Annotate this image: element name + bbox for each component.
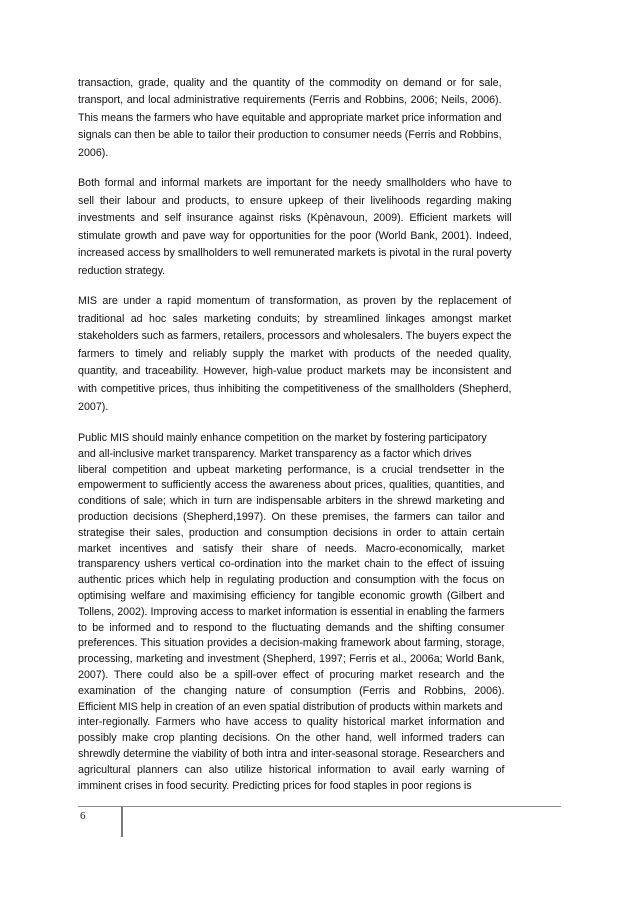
text-line: shrewdly determine the viability of both intra and inter-seasonal storage. Researchers and bbox=[78, 747, 505, 760]
text-line: 2006). bbox=[78, 146, 109, 159]
text-line: farmers to timely and reliably supply the market with products of the needed quality, bbox=[78, 347, 512, 360]
text-line: processing, marketing and investment (Shepherd, 1997; Ferris et al., 2006a; World Bank, bbox=[78, 653, 505, 666]
text-line: stakeholders such as farmers, retailers, processors and wholesalers. The buyers expect the bbox=[78, 330, 512, 343]
text-line: 2007). bbox=[78, 400, 109, 413]
text-line: conditions of sale; which in turn are indispensable arbiters in the shrewd marketing and bbox=[78, 495, 505, 508]
text-line: to be informed and to respond to the fluctuating demands and the shifting consumer bbox=[78, 621, 505, 634]
text-line: signals can then be able to tailor their production to consumer needs (Ferris and Robbins, bbox=[78, 129, 502, 142]
text-line: imminent crises in food security. Predicting prices for food staples in poor regions is bbox=[78, 779, 472, 792]
text-line: quantity, and traceability. However, high-value product markets may be inconsistent and bbox=[78, 365, 512, 378]
footer-divider bbox=[121, 807, 123, 837]
text-line: transport, and local administrative requirements (Ferris and Robbins, 2006; Neils, 2006). bbox=[78, 94, 502, 107]
text-line: reduction strategy. bbox=[78, 264, 166, 277]
text-line: preferences. This situation provides a decision-making framework about farming, storage, bbox=[78, 637, 505, 650]
text-line: inter-regionally. Farmers who have access to quality historical market information and bbox=[78, 716, 505, 729]
paragraph-3 bbox=[78, 293, 511, 416]
footer-rule bbox=[78, 806, 561, 807]
text-line: authentic prices which help in regulating production and consumption with the focus on bbox=[78, 574, 505, 587]
text-line: stimulate growth and pave way for opportunities for the poor (World Bank, 2001). Indeed, bbox=[78, 229, 512, 242]
paragraph-1 bbox=[78, 75, 502, 162]
text-line: agricultural planners can also utilize historical information to avail early warning of bbox=[78, 763, 505, 776]
text-line: sell their labour and products, to ensure upkeep of their livelihoods regarding making bbox=[78, 194, 512, 207]
text-line: examination of the changing nature of consumption (Ferris and Robbins, 2006). bbox=[78, 684, 505, 697]
text-line: possibly make crop planting decisions. On the other hand, well informed traders can bbox=[78, 732, 505, 745]
text-line: production decisions (Shepherd,1997). On these premises, the farmers can tailor and bbox=[78, 510, 505, 523]
text-line: transaction, grade, quality and the quantity of the commodity on demand or for sale, bbox=[78, 77, 502, 89]
text-line: liberal competition and upbeat marketing performance, is a crucial trendsetter in the bbox=[78, 463, 505, 476]
text-line: and all-inclusive market transparency. Market transparency as a factor which drives bbox=[78, 447, 472, 460]
text-line: Tollens, 2002). Improving access to market information is essential in enabling the farmers bbox=[78, 605, 505, 618]
text-line: investments and self insurance against risks (Kpènavoun, 2009). Efficient markets will bbox=[78, 212, 512, 225]
text-line: Efficient MIS help in creation of an even spatial distribution of products within markets and bbox=[78, 700, 503, 713]
page-number: 6 bbox=[80, 810, 86, 822]
text-line: increased access by smallholders to well remunerated markets is pivotal in the rural poverty bbox=[78, 247, 512, 260]
paragraph-4 bbox=[78, 431, 505, 794]
text-line: strategise their sales, production and consumption decisions in order to attain certain bbox=[78, 526, 505, 539]
text-line: empowerment to sufficiently access the awareness about prices, qualities, quantities, and bbox=[78, 479, 505, 492]
text-line: transparency ushers vertical co-ordination into the market chain to the effect of issuing bbox=[78, 558, 505, 571]
text-line: Public MIS should mainly enhance competition on the market by fostering participatory bbox=[78, 432, 487, 444]
text-line: market incentives and satisfy their share of needs. Macro-economically, market bbox=[78, 542, 505, 555]
text-line: MIS are under a rapid momentum of transformation, as proven by the replacement of bbox=[78, 295, 512, 307]
text-line: 2007). There could also be a spill-over effect of procuring market research and the bbox=[78, 668, 505, 681]
paragraph-2 bbox=[78, 175, 512, 281]
text-line: This means the farmers who have equitable and appropriate market price information and bbox=[78, 111, 502, 124]
text-line: optimising welfare and maximising efficiency for tangible economic growth (Gilbert and bbox=[78, 589, 505, 602]
text-line: with competitive prices, thus inhibiting the competitiveness of the smallholders (Shepherd, bbox=[78, 382, 512, 395]
text-line: Both formal and informal markets are important for the needy smallholders who have to bbox=[78, 177, 512, 189]
text-line: traditional ad hoc sales marketing conduits; by streamlined linkages amongst market bbox=[78, 312, 512, 325]
